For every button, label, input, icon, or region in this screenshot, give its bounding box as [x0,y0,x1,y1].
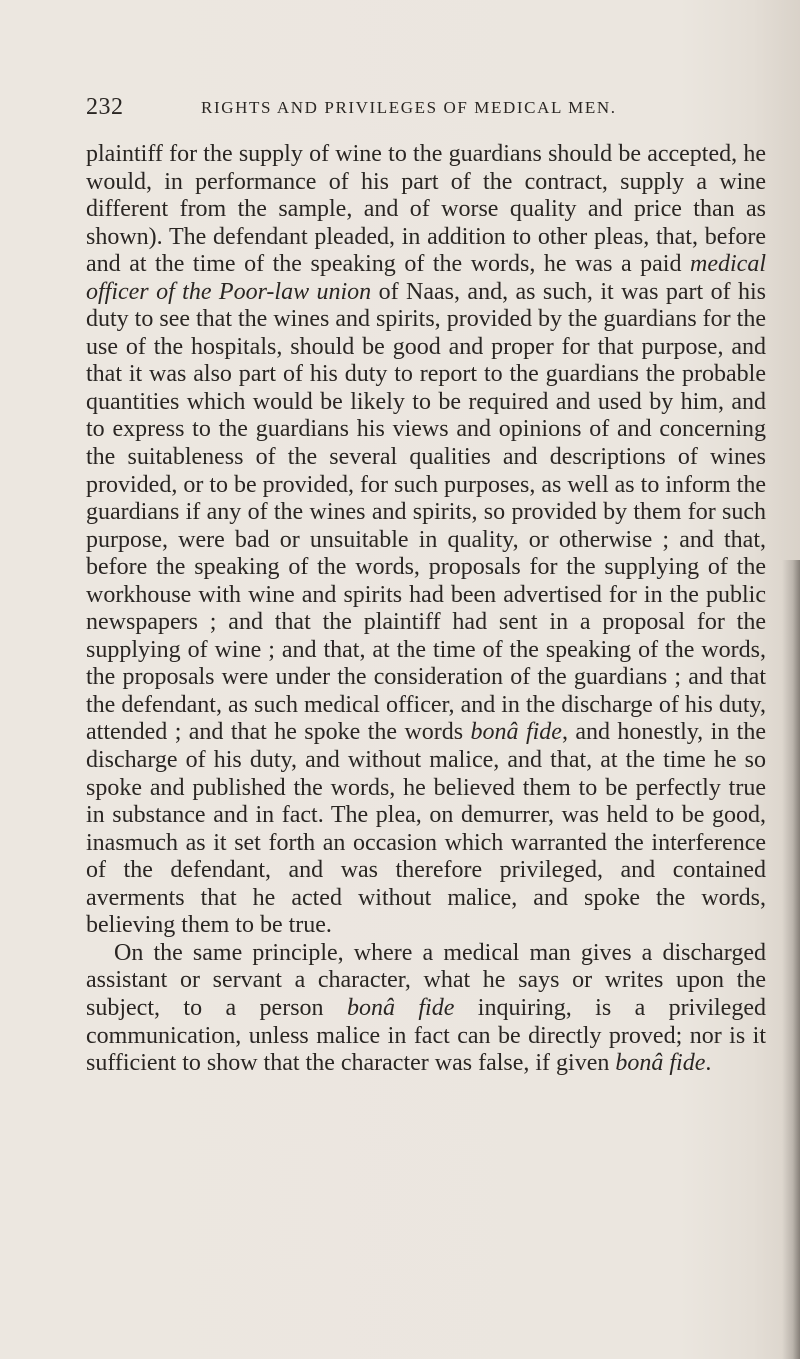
text-run: plaintiff for the supply of wine to the guardians should be accepted, he would, in performance of his part of the contract, supply a wine different from the sample, and of worse quality and price than as shown). The defendant pleaded, in addition to other pleas, that, before and at the time of the speaking of the words, he was a paid [86,141,766,278]
paragraph-1 [86,141,766,940]
italic-run: bonâ fide [470,719,562,746]
page-edge-shadow [782,560,800,1359]
text-run: . [705,1050,712,1077]
text-run: On the same principle, where a medical man gives a discharged assistant or servant a character, what he says or writes upon the subject, to a person [86,939,766,1021]
text-run: , and honestly, in the discharge of his duty, and without malice, and that, at the time he so spoke and published the words, he believed them to be perfectly true in substance and in fact. The plea, on demurrer, was held to be good, inasmuch as it set forth an occasion which warranted the interference of the defendant, and was therefore privileged, and contained averments that he acted without malice, and spoke the words, believing them to be true. [86,719,766,939]
page-header [86,94,766,126]
italic-run: medical officer of the Poor-law union [86,251,766,305]
paragraph-2 [86,940,766,1078]
running-title: RIGHTS AND PRIVILEGES OF MEDICAL MEN. [201,98,617,117]
italic-run: bonâ fide [615,1050,706,1077]
body-text [86,141,766,1078]
page-number: 232 [86,94,124,120]
italic-run: bonâ fide [346,994,455,1021]
text-run: of Naas, and, as such, it was part of his duty to see that the wines and spirits, provided by the guardians for the use of the hospitals, should be good and proper for that purpose, and that it was also part of his duty to report to the guardians the probable quantities which would be likely to be required and used by him, and to express to the guardians his views and opinions of and concerning the suitableness of the several qualities and descriptions of wines provided, or to be provided, for such purposes, as well as to inform the guardians if any of the wines and spirits, so provided by them for such purpose, were bad or unsuitable in quality, or otherwise ; and that, before the speaking of the words, proposals for the supplying of the workhouse with wine and spirits had been advertised for in the public newspapers ; and that the plaintiff had sent in a proposal for the supplying of wine ; and that, at the time of the speaking of the words, the proposals were under the consideration of the guardians ; and that the defendant, as such medical officer, and in the discharge of his duty, attended ; and that he spoke the words [86,278,766,746]
text-run: inquiring, is a privileged communication, unless malice in fact can be directly proved; nor is it sufficient to show that the character was false, if given [86,994,766,1077]
